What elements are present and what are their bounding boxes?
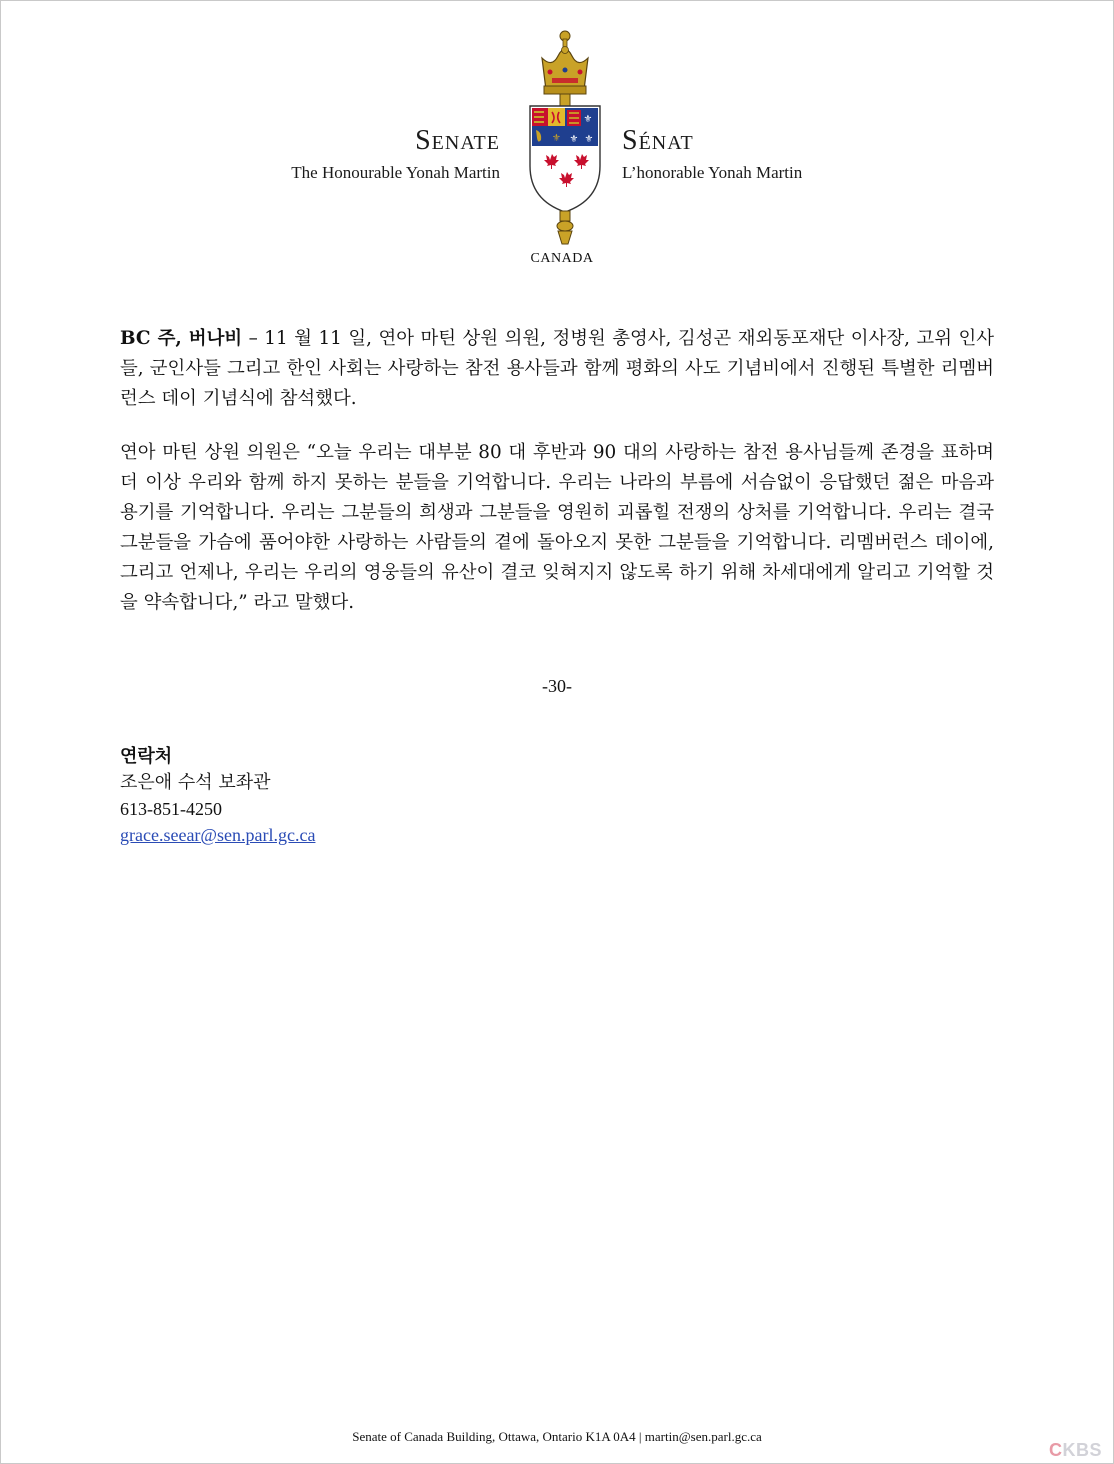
contact-phone: 613-851-4250 xyxy=(120,799,222,819)
senate-title-fr: Sénat xyxy=(622,125,694,156)
paragraph-1 xyxy=(120,324,994,414)
contact-email-link[interactable]: grace.seear@sen.parl.gc.ca xyxy=(120,825,316,845)
paragraph-2: 연아 마틴 상원 의원은 “오늘 우리는 대부분 80 대 후반과 90 대의 사랑하는 참전 용사님들께 존경을 표하며 더 이상 우리와 함께 하지 못하는 분들을 기억합니다. 우리는 나라의 부름에 서슴없이 응답했던 젊은 마음과 용기를 기억합니다. 우리는 그분들의 희생과 그분들을 영원히 괴롭힐 전쟁의 상처를 기억합니다. 우리는 결국 그분들을 가슴에 품어야한 사랑하는 사람들의 곁에 돌아오지 못한 그분들을 기억합니다. 리멤버런스 데이에, 그리고 언제나, 우리는 우리의 영웅들의 유산이 결코 잊혀지지 않도록 하기 위해 차세대에게 알리고 기억할 것을 약속합니다,” 라고 말했다. xyxy=(120,442,994,613)
paragraph-1-text: – 11 월 11 일, 연아 마틴 상원 의원, 정병원 총영사, 김성곤 재외동포재단 이사장, 고위 인사들, 군인사들 그리고 한인 사회는 사랑하는 참전 용사들과 함께 평화의 사도 기념비에서 진행된 특별한 리멤버런스 데이 기념식에 참석했다. xyxy=(120,328,994,409)
senator-name-en: The Honourable Yonah Martin xyxy=(291,163,500,182)
svg-text:⚜: ⚜ xyxy=(552,133,561,144)
crown-icon xyxy=(542,31,588,94)
mace-shaft-icon xyxy=(557,211,573,244)
footer-address: Senate of Canada Building, Ottawa, Ontario K1A 0A4 | martin@sen.parl.gc.ca xyxy=(352,1429,762,1444)
dateline: BC 주, 버나비 xyxy=(120,328,243,349)
watermark-c: C xyxy=(1048,1440,1063,1460)
kbs-watermark xyxy=(1049,1440,1102,1461)
coat-of-arms-shield-icon xyxy=(530,106,600,212)
letterhead-french xyxy=(622,122,802,184)
contact-block xyxy=(120,744,315,849)
senate-emblem-icon xyxy=(522,28,608,248)
end-marker: -30- xyxy=(542,676,572,696)
letterhead-english xyxy=(291,122,500,184)
svg-text:⚜: ⚜ xyxy=(569,134,579,145)
press-release-body xyxy=(120,324,994,642)
watermark-rest: KBS xyxy=(1062,1440,1102,1460)
senate-title-en: Senate xyxy=(415,125,500,156)
senator-name-fr: L’honorable Yonah Martin xyxy=(622,163,803,182)
country-label: CANADA xyxy=(530,251,594,266)
contact-name: 조은애 수석 보좌관 xyxy=(120,772,271,793)
svg-text:⚜: ⚜ xyxy=(583,114,593,125)
svg-text:⚜: ⚜ xyxy=(584,134,594,145)
contact-heading: 연락처 xyxy=(120,746,173,767)
